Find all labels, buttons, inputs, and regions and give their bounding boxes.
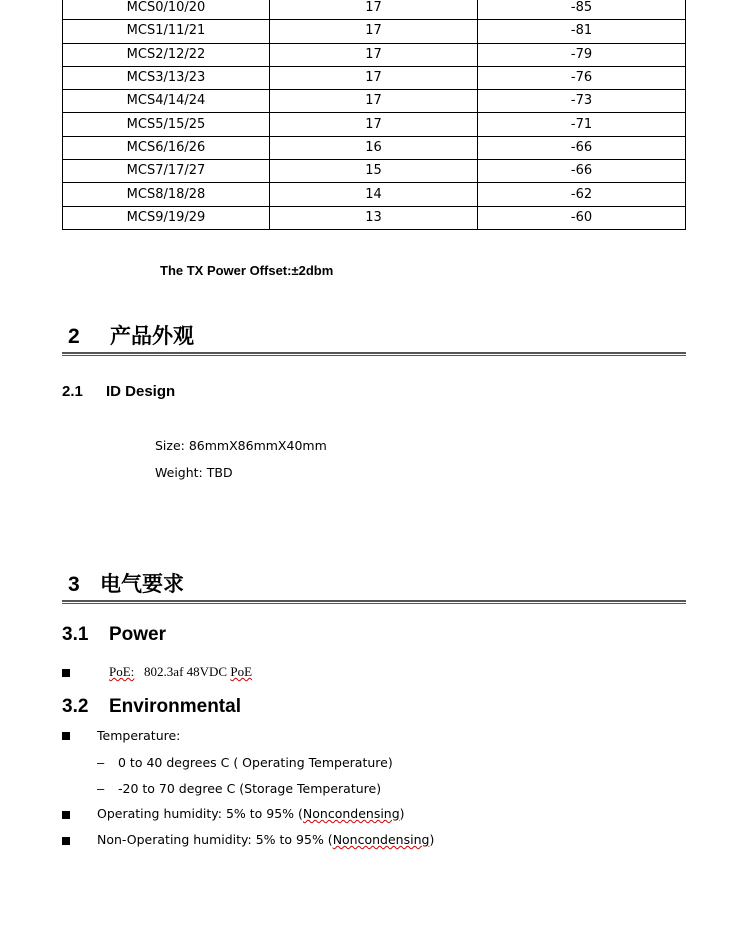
power-cell: 17 bbox=[270, 113, 478, 136]
table-row bbox=[63, 160, 686, 183]
weight-spec: Weight: TBD bbox=[155, 465, 233, 480]
table-row bbox=[63, 66, 686, 89]
section-2-rule bbox=[62, 352, 686, 356]
table-row bbox=[63, 183, 686, 206]
subsection-2-1-heading bbox=[62, 383, 175, 400]
sensitivity-cell: -76 bbox=[478, 66, 686, 89]
humidity-nonop-prefix: Non-Operating humidity: 5% to 95% ( bbox=[97, 832, 333, 847]
tx-power-table bbox=[62, 0, 686, 230]
section-3-rule bbox=[62, 600, 686, 604]
sensitivity-cell: -66 bbox=[478, 136, 686, 159]
section-2-title: 产品外观 bbox=[110, 325, 194, 348]
subsection-2-1-number: 2.1 bbox=[62, 383, 83, 400]
power-cell: 17 bbox=[270, 0, 478, 20]
table-row bbox=[63, 136, 686, 159]
power-cell: 14 bbox=[270, 183, 478, 206]
power-cell: 15 bbox=[270, 160, 478, 183]
power-cell: 17 bbox=[270, 66, 478, 89]
sensitivity-cell: -62 bbox=[478, 183, 686, 206]
size-spec: Size: 86mmX86mmX40mm bbox=[155, 438, 327, 453]
sensitivity-cell: -85 bbox=[478, 0, 686, 20]
subsection-3-2-number: 3.2 bbox=[62, 696, 89, 717]
sensitivity-cell: -66 bbox=[478, 160, 686, 183]
table-row bbox=[63, 20, 686, 43]
humidity-op-prefix: Operating humidity: 5% to 95% ( bbox=[97, 806, 303, 821]
tx-offset-note: The TX Power Offset:±2dbm bbox=[160, 263, 334, 278]
temp-operating: 0 to 40 degrees C ( Operating Temperature) bbox=[118, 755, 393, 770]
table-row bbox=[63, 43, 686, 66]
dash-bullet: – bbox=[97, 781, 105, 796]
sensitivity-cell: -81 bbox=[478, 20, 686, 43]
section-2-heading bbox=[68, 320, 194, 350]
section-3-heading bbox=[68, 568, 184, 598]
tx-table-body bbox=[63, 0, 686, 229]
power-cell: 17 bbox=[270, 90, 478, 113]
humidity-operating bbox=[97, 806, 405, 821]
bullet-square-icon bbox=[62, 669, 70, 677]
sensitivity-cell: -71 bbox=[478, 113, 686, 136]
section-3-number: 3 bbox=[68, 573, 80, 596]
power-cell: 16 bbox=[270, 136, 478, 159]
humidity-nonoperating bbox=[97, 832, 434, 847]
mcs-cell: MCS0/10/20 bbox=[63, 0, 270, 20]
mcs-cell: MCS9/19/29 bbox=[63, 206, 270, 229]
subsection-3-1-heading bbox=[62, 624, 166, 646]
sensitivity-cell: -73 bbox=[478, 90, 686, 113]
subsection-2-1-title: ID Design bbox=[106, 383, 176, 400]
humidity-nonop-close: ) bbox=[429, 832, 435, 847]
table-row bbox=[63, 206, 686, 229]
mcs-cell: MCS6/16/26 bbox=[63, 136, 270, 159]
mcs-cell: MCS7/17/27 bbox=[63, 160, 270, 183]
mcs-cell: MCS1/11/21 bbox=[63, 20, 270, 43]
mcs-cell: MCS5/15/25 bbox=[63, 113, 270, 136]
poe-value: 802.3af 48VDC bbox=[144, 664, 228, 679]
power-cell: 17 bbox=[270, 20, 478, 43]
poe-tail: PoE bbox=[230, 664, 253, 679]
temp-storage: -20 to 70 degree C (Storage Temperature) bbox=[118, 781, 382, 796]
subsection-3-1-title: Power bbox=[109, 624, 167, 645]
mcs-cell: MCS8/18/28 bbox=[63, 183, 270, 206]
mcs-cell: MCS4/14/24 bbox=[63, 90, 270, 113]
subsection-3-2-heading bbox=[62, 696, 241, 718]
humidity-nonop-word: Noncondensing bbox=[332, 832, 430, 847]
section-2-number: 2 bbox=[68, 325, 80, 348]
power-cell: 17 bbox=[270, 43, 478, 66]
sensitivity-cell: -60 bbox=[478, 206, 686, 229]
power-cell: 13 bbox=[270, 206, 478, 229]
bullet-square-icon bbox=[62, 837, 70, 845]
bullet-square-icon bbox=[62, 732, 70, 740]
humidity-op-close: ) bbox=[399, 806, 405, 821]
table-row bbox=[63, 0, 686, 20]
section-3-title: 电气要求 bbox=[100, 573, 184, 596]
dash-bullet: – bbox=[97, 755, 105, 770]
mcs-cell: MCS2/12/22 bbox=[63, 43, 270, 66]
poe-line bbox=[109, 664, 252, 680]
subsection-3-1-number: 3.1 bbox=[62, 624, 89, 645]
table-row bbox=[63, 113, 686, 136]
table-row bbox=[63, 90, 686, 113]
sensitivity-cell: -79 bbox=[478, 43, 686, 66]
humidity-op-word: Noncondensing bbox=[302, 806, 400, 821]
bullet-square-icon bbox=[62, 811, 70, 819]
temperature-label: Temperature: bbox=[97, 728, 181, 743]
subsection-3-2-title: Environmental bbox=[109, 696, 241, 717]
mcs-cell: MCS3/13/23 bbox=[63, 66, 270, 89]
poe-label: PoE: bbox=[109, 664, 135, 679]
